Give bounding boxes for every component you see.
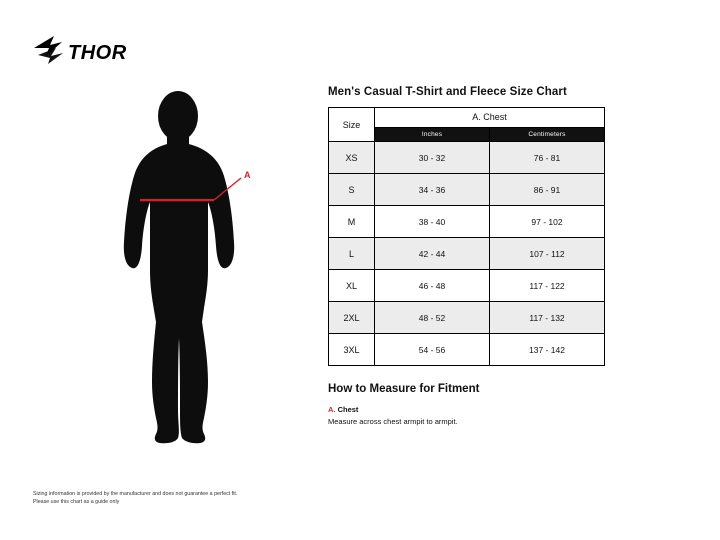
row-size: S: [329, 174, 375, 206]
row-centimeters: 76 - 81: [490, 142, 605, 174]
svg-text:THOR: THOR: [68, 42, 127, 64]
header-unit-inches: Inches: [375, 127, 490, 141]
header-chest-group: A. Chest: [375, 108, 605, 128]
row-centimeters: 117 - 132: [490, 302, 605, 334]
table-row: [329, 206, 605, 238]
row-centimeters: 137 - 142: [490, 334, 605, 366]
row-size: XS: [329, 142, 375, 174]
chest-callout-letter: A: [244, 170, 251, 180]
row-centimeters: 107 - 112: [490, 238, 605, 270]
row-size: L: [329, 238, 375, 270]
table-row: [329, 142, 605, 174]
thor-logo: [32, 34, 142, 68]
body-silhouette-figure: [110, 90, 300, 450]
how-to-measure-section: [328, 383, 688, 426]
row-inches: 42 - 44: [375, 238, 490, 270]
header-unit-centimeters: Centimeters: [490, 127, 605, 141]
footer-disclaimer: [33, 490, 333, 506]
footer-line-2: Please use this chart as a guide only: [33, 498, 120, 505]
table-row: [329, 334, 605, 366]
row-inches: 38 - 40: [375, 206, 490, 238]
row-inches: 54 - 56: [375, 334, 490, 366]
how-to-measure-title: How to Measure for Fitment: [328, 383, 480, 395]
table-row: [329, 302, 605, 334]
row-inches: 30 - 32: [375, 142, 490, 174]
measure-point-letter: A.: [328, 405, 336, 414]
silhouette-shape: [124, 91, 234, 443]
table-row: [329, 238, 605, 270]
row-size: 3XL: [329, 334, 375, 366]
row-centimeters: 86 - 91: [490, 174, 605, 206]
header-size: Size: [329, 108, 375, 142]
chart-title: Men's Casual T-Shirt and Fleece Size Chart: [328, 86, 567, 98]
row-inches: 34 - 36: [375, 174, 490, 206]
table-row: [329, 174, 605, 206]
measure-point-name: Chest: [337, 405, 359, 414]
table-header-row: [329, 108, 605, 128]
row-inches: 48 - 52: [375, 302, 490, 334]
row-size: M: [329, 206, 375, 238]
row-centimeters: 117 - 122: [490, 270, 605, 302]
table-row: [329, 270, 605, 302]
row-inches: 46 - 48: [375, 270, 490, 302]
measure-point-label: [328, 405, 688, 414]
size-chart-table: [328, 107, 605, 366]
measure-point-description: Measure across chest armpit to armpit.: [328, 417, 458, 426]
footer-line-1: Sizing information is provided by the manufacturer and does not guarantee a perfect fit.: [33, 490, 238, 497]
row-centimeters: 97 - 102: [490, 206, 605, 238]
row-size: XL: [329, 270, 375, 302]
row-size: 2XL: [329, 302, 375, 334]
chart-content: [328, 86, 688, 426]
